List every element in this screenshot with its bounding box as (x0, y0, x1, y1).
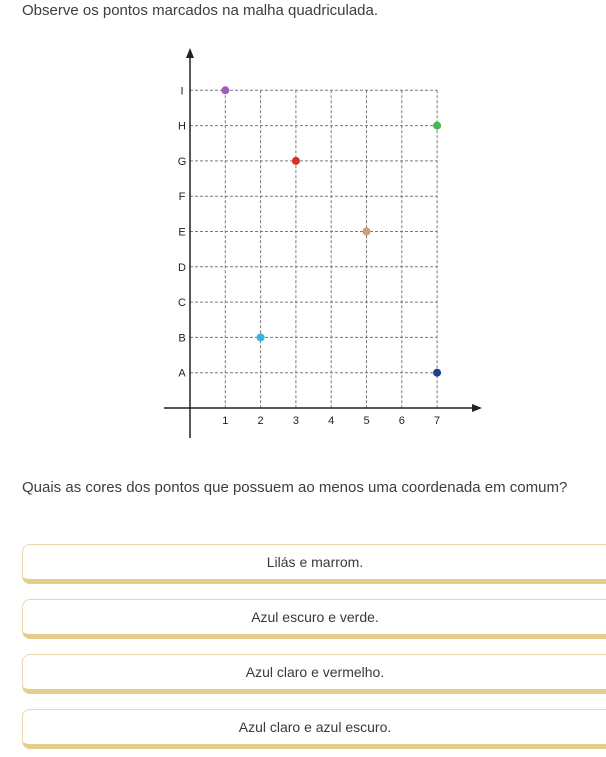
y-tick-label: D (178, 261, 186, 274)
x-tick-label: 6 (398, 415, 405, 427)
x-tick-label: 5 (363, 415, 370, 427)
x-tick-label: 1 (222, 415, 229, 427)
x-tick-label: 4 (328, 415, 335, 427)
instruction-text: Observe os pontos marcados na malha quadriculada. (22, 2, 379, 19)
y-tick-label: G (177, 155, 187, 168)
data-point-azul-escuro (433, 369, 441, 377)
axes (164, 48, 482, 438)
data-point-vermelho (292, 157, 300, 165)
y-tick-label: I (180, 85, 184, 98)
data-point-marrom (363, 228, 371, 236)
x-tick-label: 2 (257, 415, 264, 427)
data-point-azul-claro (257, 333, 265, 341)
y-axis-ticks (178, 85, 187, 379)
answer-option-1[interactable] (22, 544, 606, 584)
coordinate-grid-chart (150, 42, 490, 442)
answer-option-4[interactable] (22, 709, 606, 749)
grid-lines (190, 90, 437, 408)
x-tick-label: 7 (434, 415, 441, 427)
y-axis-arrow-icon (186, 48, 194, 58)
y-tick-label: B (178, 332, 186, 345)
answer-option-2[interactable] (22, 599, 606, 639)
data-point-lilás (221, 86, 229, 94)
answer-option-label: Azul escuro e verde. (251, 609, 379, 625)
data-point-verde (433, 122, 441, 130)
answer-option-label: Azul claro e azul escuro. (238, 719, 392, 735)
x-axis-ticks (222, 415, 440, 427)
y-tick-label: F (178, 191, 186, 204)
answer-option-label: Azul claro e vermelho. (245, 664, 385, 680)
x-tick-label: 3 (292, 415, 299, 427)
y-tick-label: A (178, 367, 186, 380)
y-tick-label: H (178, 120, 186, 133)
x-axis-arrow-icon (472, 404, 482, 412)
y-tick-label: C (178, 297, 186, 310)
question-text: Quais as cores dos pontos que possuem ao menos uma coordenada em comum? (22, 479, 568, 496)
answer-option-label: Lilás e marrom. (266, 554, 364, 570)
answer-option-3[interactable] (22, 654, 606, 694)
y-tick-label: E (178, 226, 186, 239)
